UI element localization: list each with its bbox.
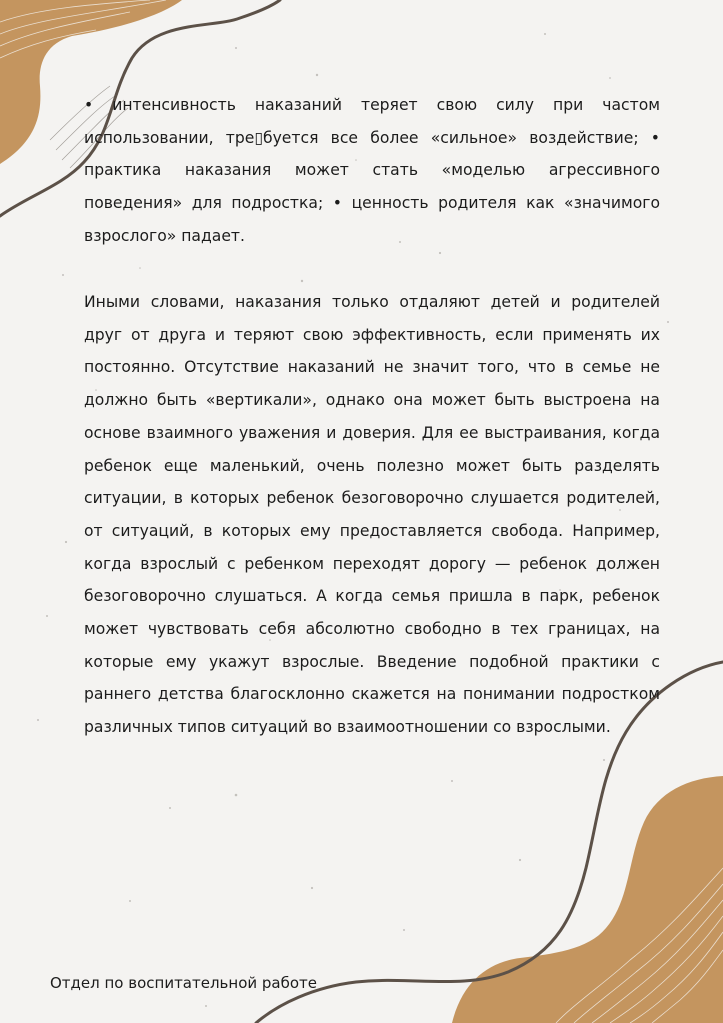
paragraph-conclusion: Иными словами, наказания только отдаляют детей и родителей друг от друга и теряют свою эффективность, если применять их постоянно. Отсутствие наказаний не значит того, что в семье не должно быть «вертикали», однако она может быть выстроена на основе взаимного уважения и доверия. Для ее выстраивания, когда ребенок еще маленький, очень полезно может быть разделять ситуации, в которых ребенок безоговорочно слушается родителей, от ситуаций, в которых ему предоставляется свобода. Например, когда взрослый с ребенком переходят дорогу — ребенок должен безоговорочно слушаться. А когда семья пришла в парк, ребенок может чувствовать себя абсолютно свободно в тех границах, на которые ему укажут взрослые. Введение подобной практики с раннего детства благосклонно скажется на понимании подростком различных типов ситуаций во взаимоотношении со взрослыми. <box>84 293 660 737</box>
paragraph-punishment-effects: • интенсивность наказаний теряет свою силу при частом использовании, тре▯буется все более «сильное» воздействие; • практика наказания может стать «моделью агрессивного поведения» для подростка; • ценность родителя как «значимого взрослого» падает. <box>84 96 660 245</box>
footer-department: Отдел по воспитательной работе <box>50 974 318 992</box>
bottom-right-blob <box>452 776 723 1023</box>
